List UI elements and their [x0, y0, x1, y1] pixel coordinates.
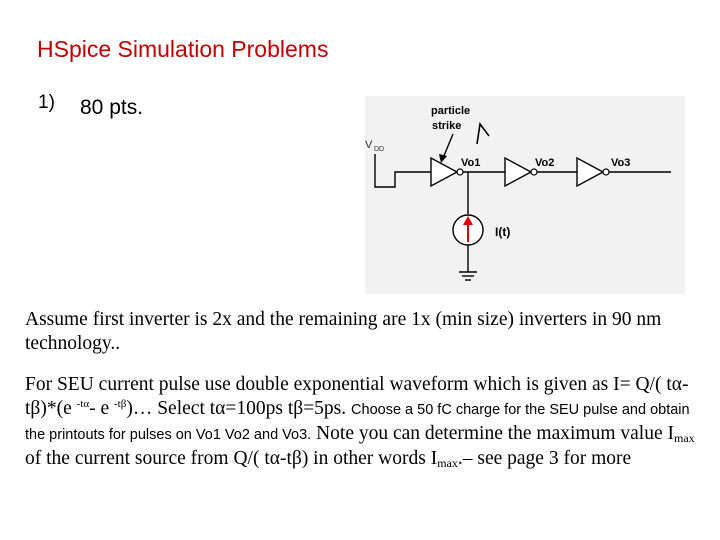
circuit-diagram [365, 96, 685, 294]
vdd-sub-label: DD [374, 146, 385, 153]
p2-subscript-max-1: max [674, 431, 695, 445]
p2-text-h: Note you can determine the maximum value I [311, 423, 674, 444]
p2-exponent-2: -tβ [114, 398, 127, 410]
p2-subscript-max-2: max [437, 456, 458, 470]
question-number: 1) [38, 92, 55, 113]
current-label: I(t) [495, 225, 511, 239]
p2-text-b: -t [25, 374, 689, 419]
p2-text-c: )*(e [40, 398, 77, 419]
inverter-3-bubble [603, 169, 609, 175]
p2-text-d: - e [89, 398, 115, 419]
p2-text-k: ) in other words I [301, 448, 438, 469]
vo1-label: Vo1 [461, 157, 481, 169]
p2-text-g: =5ps. [303, 398, 352, 419]
p2-alpha-2: α [215, 398, 226, 419]
slide-title: HSpice Simulation Problems [37, 36, 329, 62]
seu-circuit-figure [365, 96, 685, 294]
p2-text-a: For SEU current pulse use double exponential waveform which is given as I= Q/( t [25, 374, 672, 395]
inverter-2-bubble [531, 169, 537, 175]
p2-charge-instruction: Choose a 50 fC charge for the SEU pulse and obtain the printouts for pulses on Vo1 Vo2 and Vo3. [25, 402, 690, 443]
p2-alpha-3: α [269, 448, 280, 469]
seu-instruction-paragraph [25, 373, 705, 471]
vdd-label: V [365, 139, 373, 151]
p2-alpha-1: α [671, 374, 682, 395]
inverter-1-bubble [457, 169, 463, 175]
p2-exponent-1: -tα [76, 398, 90, 410]
particle-label: particle [431, 105, 471, 117]
p2-text-j: -t [279, 448, 292, 469]
p2-text-l: .– see page 3 for more [457, 448, 632, 469]
p2-text-i: of the current source from Q/( t [25, 448, 270, 469]
p2-text-f: =100ps t [225, 398, 294, 419]
vo2-label: Vo2 [535, 157, 555, 169]
p2-beta-3: β [291, 448, 302, 469]
p2-beta-1: β [30, 398, 41, 419]
vo3-label: Vo3 [611, 157, 631, 169]
strike-label: strike [432, 120, 462, 132]
p2-beta-2: β [293, 398, 304, 419]
question-points: 80 pts. [80, 96, 144, 119]
p2-text-e: )… Select t [126, 398, 216, 419]
assumption-paragraph: Assume first inverter is 2x and the remaining are 1x (min size) inverters in 90 nm technology.. [25, 309, 662, 354]
